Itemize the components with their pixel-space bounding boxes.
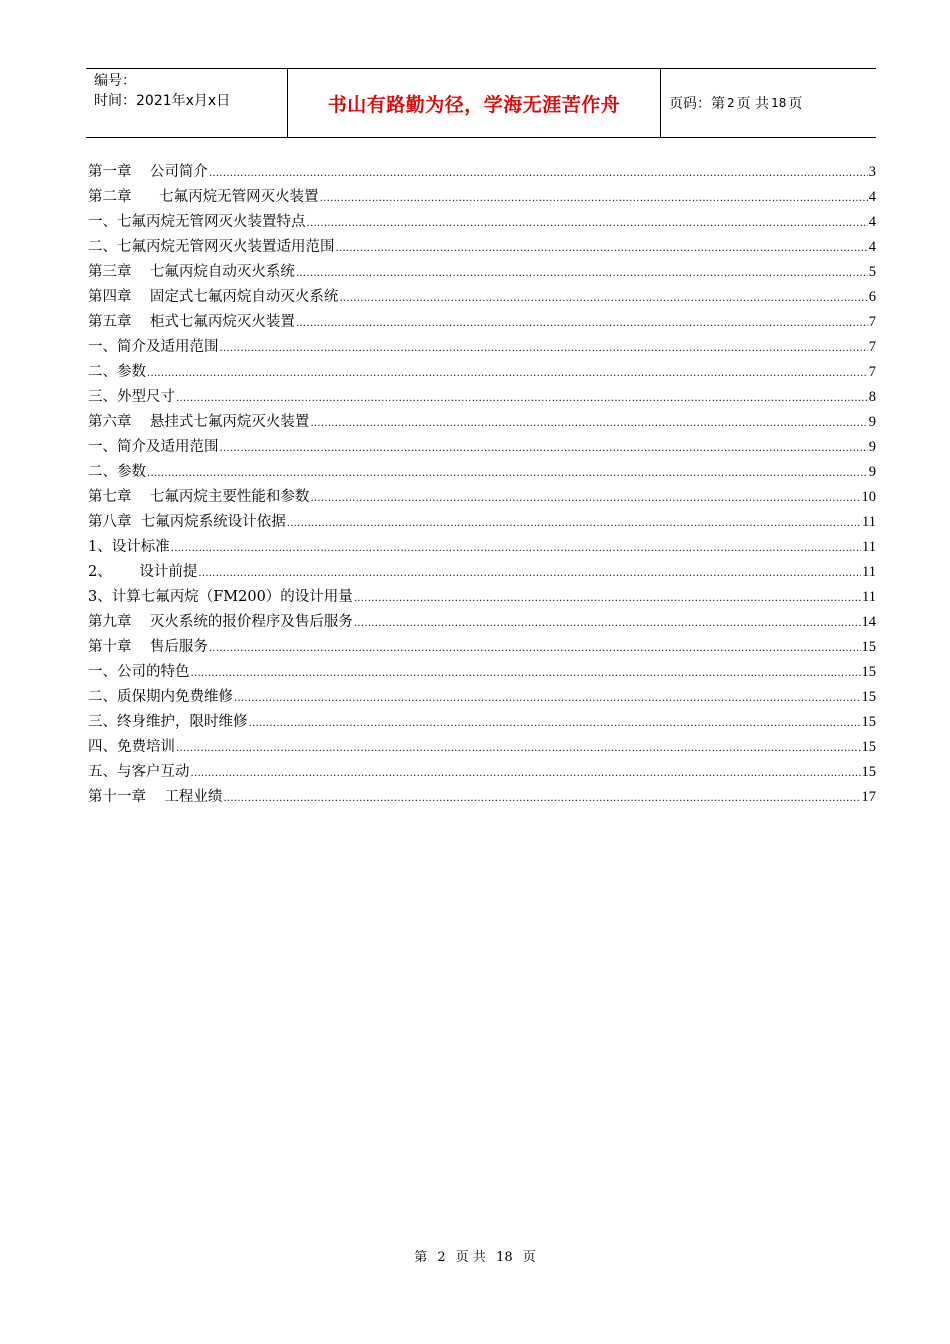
toc-entry-title: 第二章 七氟丙烷无管网灭火装置	[88, 189, 319, 205]
toc-entry[interactable]	[88, 310, 876, 335]
toc-entry-page: 7	[868, 314, 876, 330]
toc-entry-page: 15	[861, 739, 876, 755]
toc-dot-leader	[354, 618, 861, 629]
toc-entry-title: 第一章 公司简介	[88, 164, 208, 180]
toc-dot-leader	[320, 193, 868, 204]
toc-dot-leader	[176, 393, 868, 404]
toc-dot-leader	[220, 443, 868, 454]
toc-entry[interactable]	[88, 360, 876, 385]
header-page-total: 18	[771, 96, 787, 110]
toc-entry[interactable]	[88, 760, 876, 785]
toc-entry-page: 15	[861, 714, 876, 730]
toc-dot-leader	[171, 543, 861, 554]
header-page-prefix: 页码：第	[669, 96, 725, 112]
toc-entry-page: 15	[861, 764, 876, 780]
toc-entry-page: 5	[868, 264, 876, 280]
footer-mid: 页 共	[455, 1250, 486, 1265]
toc-entry-page: 14	[861, 614, 876, 630]
header-page-info	[661, 69, 876, 137]
toc-dot-leader	[176, 743, 861, 754]
toc-entry[interactable]	[88, 785, 876, 810]
toc-entry-title: 第八章 七氟丙烷系统设计依据	[88, 514, 286, 530]
toc-entry[interactable]	[88, 735, 876, 760]
toc-entry-title: 2、 设计前提	[88, 564, 198, 580]
toc-entry-page: 3	[868, 164, 876, 180]
document-time-label: 时间：2021年x月x日	[94, 93, 231, 109]
table-of-contents	[88, 160, 876, 810]
toc-entry[interactable]	[88, 335, 876, 360]
toc-entry[interactable]	[88, 585, 876, 610]
toc-entry[interactable]	[88, 185, 876, 210]
header-page-current: 2	[727, 96, 735, 110]
toc-entry[interactable]	[88, 235, 876, 260]
toc-entry-page: 7	[868, 339, 876, 355]
toc-dot-leader	[339, 293, 867, 304]
toc-entry-page: 9	[868, 414, 876, 430]
footer-current-page: 2	[437, 1250, 446, 1265]
toc-dot-leader	[296, 318, 868, 329]
toc-entry-title: 二、质保期内免费维修	[88, 689, 233, 705]
toc-entry-title: 第七章 七氟丙烷主要性能和参数	[88, 489, 310, 505]
toc-entry-title: 第三章 七氟丙烷自动灭火系统	[88, 264, 295, 280]
toc-entry-title: 一、简介及适用范围	[88, 339, 219, 355]
toc-entry-page: 10	[861, 489, 876, 505]
toc-entry[interactable]	[88, 210, 876, 235]
toc-entry-page: 15	[861, 639, 876, 655]
toc-entry-title: 第四章 固定式七氟丙烷自动灭火系统	[88, 289, 339, 305]
toc-dot-leader	[336, 243, 868, 254]
toc-dot-leader	[223, 793, 860, 804]
header-page-suffix: 页	[788, 96, 803, 112]
toc-entry-page: 9	[868, 464, 876, 480]
toc-entry[interactable]	[88, 460, 876, 485]
toc-entry-page: 15	[861, 689, 876, 705]
toc-entry-page: 11	[862, 539, 876, 555]
toc-entry[interactable]	[88, 610, 876, 635]
toc-entry-title: 一、公司的特色	[88, 664, 190, 680]
toc-dot-leader	[249, 718, 861, 729]
document-number-label: 编号：	[94, 73, 136, 89]
toc-dot-leader	[209, 168, 868, 179]
toc-entry-page: 4	[868, 214, 876, 230]
toc-dot-leader	[307, 218, 868, 229]
toc-entry[interactable]	[88, 485, 876, 510]
toc-entry[interactable]	[88, 685, 876, 710]
toc-entry-page: 9	[868, 439, 876, 455]
toc-dot-leader	[191, 768, 861, 779]
toc-entry[interactable]	[88, 260, 876, 285]
toc-entry-page: 11	[862, 589, 876, 605]
toc-entry-title: 一、七氟丙烷无管网灭火装置特点	[88, 214, 306, 230]
toc-entry-page: 4	[868, 239, 876, 255]
footer-prefix: 第	[414, 1250, 428, 1265]
page-header	[86, 68, 876, 138]
toc-entry-title: 四、免费培训	[88, 739, 175, 755]
toc-entry-page: 6	[868, 289, 876, 305]
toc-dot-leader	[191, 668, 861, 679]
toc-dot-leader	[310, 493, 860, 504]
toc-entry[interactable]	[88, 660, 876, 685]
toc-entry-page: 15	[861, 664, 876, 680]
toc-entry-title: 三、外型尺寸	[88, 389, 175, 405]
toc-dot-leader	[287, 518, 861, 529]
header-motto-cell	[287, 69, 661, 137]
toc-entry[interactable]	[88, 285, 876, 310]
toc-dot-leader	[220, 343, 868, 354]
toc-entry-title: 二、七氟丙烷无管网灭火装置适用范围	[88, 239, 335, 255]
toc-entry[interactable]	[88, 410, 876, 435]
toc-entry-page: 7	[868, 364, 876, 380]
toc-entry-page: 11	[862, 564, 876, 580]
toc-dot-leader	[310, 418, 867, 429]
footer-suffix: 页	[522, 1250, 536, 1265]
toc-entry-title: 第十章 售后服务	[88, 639, 208, 655]
toc-entry-title: 一、简介及适用范围	[88, 439, 219, 455]
toc-dot-leader	[354, 593, 861, 604]
toc-entry[interactable]	[88, 160, 876, 185]
toc-entry[interactable]	[88, 535, 876, 560]
toc-dot-leader	[234, 693, 861, 704]
toc-entry-title: 二、参数	[88, 364, 146, 380]
header-motto: 书山有路勤为径，学海无涯苦作舟	[327, 93, 621, 116]
toc-entry-title: 三、终身维护，限时维修	[88, 714, 248, 730]
toc-entry-title: 第六章 悬挂式七氟丙烷灭火装置	[88, 414, 310, 430]
footer-total-pages: 18	[496, 1250, 513, 1265]
toc-dot-leader	[198, 568, 861, 579]
toc-entry[interactable]	[88, 385, 876, 410]
toc-entry[interactable]	[88, 635, 876, 660]
toc-dot-leader	[147, 368, 868, 379]
toc-entry-title: 五、与客户互动	[88, 764, 190, 780]
header-meta	[86, 69, 287, 137]
page-footer	[0, 1246, 950, 1265]
toc-entry-page: 8	[868, 389, 876, 405]
toc-entry-page: 17	[861, 789, 876, 805]
toc-dot-leader	[209, 643, 861, 654]
header-page-mid: 页 共	[736, 96, 770, 112]
toc-dot-leader	[147, 468, 868, 479]
toc-entry-page: 11	[862, 514, 876, 530]
toc-entry[interactable]	[88, 710, 876, 735]
toc-entry[interactable]	[88, 510, 876, 535]
toc-entry[interactable]	[88, 560, 876, 585]
toc-entry-title: 3、计算七氟丙烷（FM200）的设计用量	[88, 589, 353, 605]
toc-entry-title: 第十一章 工程业绩	[88, 789, 223, 805]
toc-entry-title: 二、参数	[88, 464, 146, 480]
toc-dot-leader	[296, 268, 868, 279]
toc-entry-title: 第九章 灭火系统的报价程序及售后服务	[88, 614, 353, 630]
toc-entry[interactable]	[88, 435, 876, 460]
toc-entry-title: 1、设计标准	[88, 539, 170, 555]
toc-entry-page: 4	[868, 189, 876, 205]
toc-entry-title: 第五章 柜式七氟丙烷灭火装置	[88, 314, 295, 330]
